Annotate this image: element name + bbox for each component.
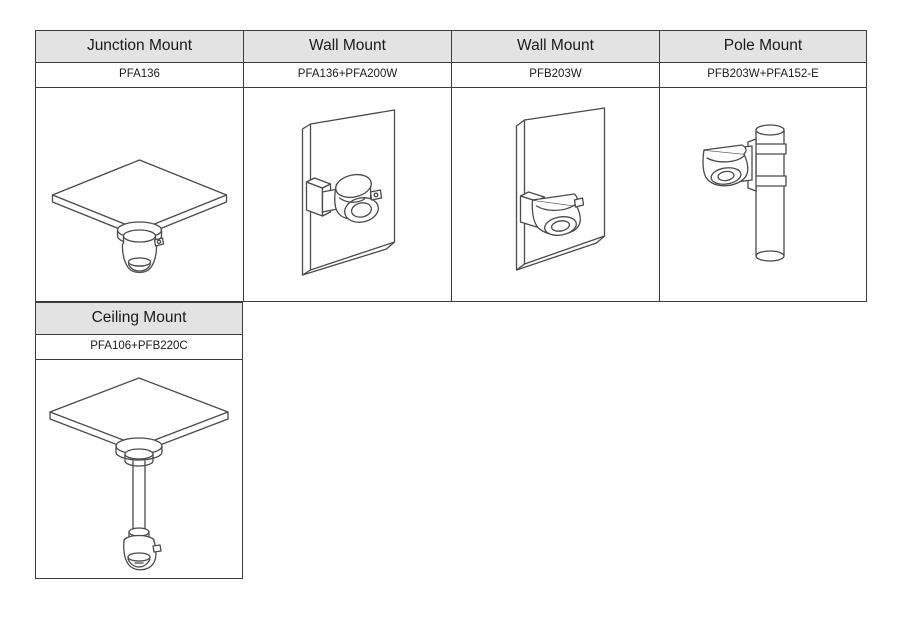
figure-ceiling-dome-junction-box — [36, 88, 243, 301]
mount-title: Pole Mount — [660, 31, 866, 63]
mount-title: Wall Mount — [244, 31, 451, 63]
mount-option-cell-ceiling-pendant — [35, 302, 243, 579]
figure-wall-bracket-with-junction-box — [244, 88, 451, 301]
mount-model: PFA106+PFB220C — [36, 335, 242, 361]
mount-options-table — [0, 30, 901, 618]
mount-option-cell-wall-bracket — [243, 30, 451, 302]
table-row — [35, 302, 901, 579]
figure-pole-mount-dome — [660, 88, 866, 301]
table-row — [35, 30, 901, 302]
mount-title: Junction Mount — [36, 31, 243, 63]
mount-title: Wall Mount — [452, 31, 659, 63]
mount-model: PFA136+PFA200W — [244, 63, 451, 89]
mount-option-cell-pole — [659, 30, 867, 302]
mount-option-cell-junction — [35, 30, 243, 302]
mount-title: Ceiling Mount — [36, 303, 242, 335]
mount-model: PFB203W — [452, 63, 659, 89]
mount-model: PFB203W+PFA152-E — [660, 63, 866, 89]
mount-option-cell-wall-dome — [451, 30, 659, 302]
figure-wall-mount-dome — [452, 88, 659, 301]
mount-model: PFA136 — [36, 63, 243, 89]
figure-pendant-ceiling-dome — [36, 360, 242, 578]
